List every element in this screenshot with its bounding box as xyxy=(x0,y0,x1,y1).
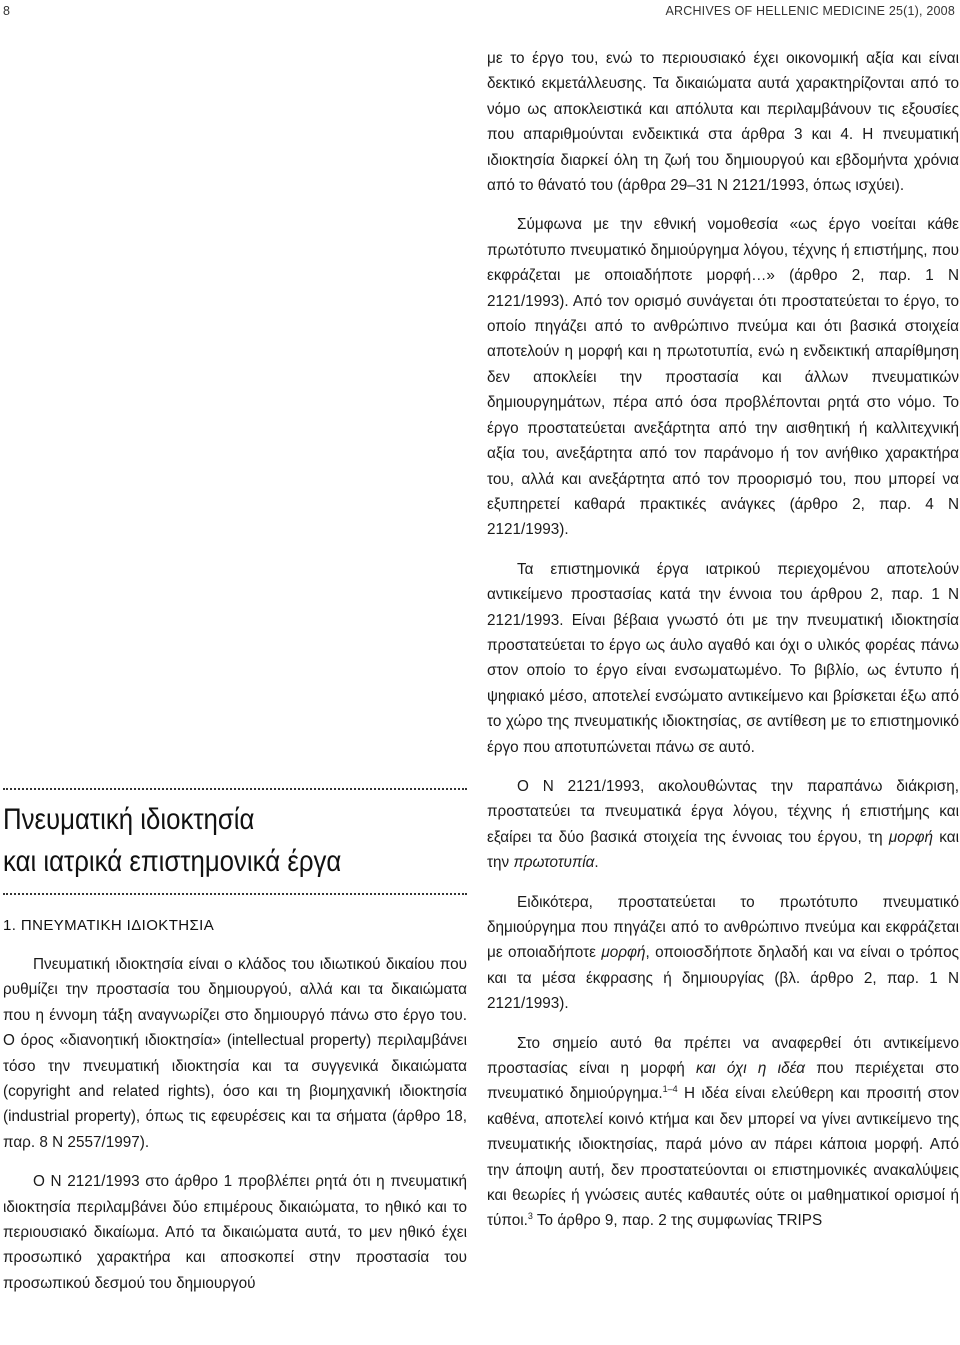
p4-text-c: . xyxy=(594,854,599,872)
section-heading: 1. ΠΝΕΥΜΑΤΙΚΗ ΙΔΙΟΚΤΗΣΙΑ xyxy=(3,917,215,934)
article-title xyxy=(3,799,466,883)
p5-text-b: , οποιοσδήποτε δηλαδή και να είναι ο τρόπος και τα μέσα έκφρασης ή δημιουργίας (βλ. άρθρο 2, παρ. 1 Ν 2121/1993). xyxy=(487,944,959,1013)
citation-3: 3 xyxy=(527,1211,533,1222)
p6-text-a: Στο σημείο αυτό θα πρέπει να αναφερθεί ότι αντικείμενο προστασίας είναι η μορφή xyxy=(487,1034,959,1078)
left-paragraph-2: Ο Ν 2121/1993 στο άρθρο 1 προβλέπει ρητά ότι η πνευματική ιδιοκτησία περιλαμβάνει δύο επιμέρους δικαιώματα, το ηθικό και το περιουσιακό δικαίωμα. Από τα δικαιώματα αυτά, το μεν ηθικό έχει προσωπικό χαρακτήρα και αποσκοπεί στην προστασία του προσωπικού δεσμού του δημιουργού xyxy=(3,1173,467,1292)
right-column xyxy=(487,46,959,1248)
citation-1-4: 1–4 xyxy=(662,1084,678,1095)
left-column xyxy=(3,788,467,1310)
page-number: 8 xyxy=(3,4,10,18)
article-title-box xyxy=(3,788,467,895)
right-paragraph-3: Τα επιστημονικά έργα ιατρικού περιεχομένου αποτελούν αντικείμενο προστασίας κατά την έννοια του άρθρου 2, παρ. 1 Ν 2121/1993. Είναι βέβαια γνωστό ότι με την πνευματική ιδιοκτησία προστατεύεται το έργο ως άυλο αγαθό και όχι ο υλικός φορέας πάνω στον οποίο το έργο είναι ενσωματωμένο. Το βιβλίο, ως έντυπο ή ψηφιακό μέσο, αποτελεί ενσώματο αντικείμενο και βρίσκεται έξω από το χώρο της πνευματικής ιδιοκτησίας, σε αντίθεση με το επιστημονικό έργο που αποτυπώνεται πάνω σε αυτό. xyxy=(487,560,959,756)
p4-text-b: και την xyxy=(487,828,959,872)
right-paragraph-2: Σύμφωνα με την εθνική νομοθεσία «ως έργο νοείται κάθε πρωτότυπο πνευματικό δημιούργημα λόγου, τέχνης ή επιστήμης, που εκφράζεται με οποιαδήποτε μορφή…» (άρθρο 2, παρ. 1 Ν 2121/1993). Από τον ορισμό συνάγεται ότι προστατεύεται το έργο, το οποίο πηγάζει από το ανθρώπινο πνεύμα και ότι βασικά στοιχεία αποτελούν η μορφή και η πρωτοτυπία, ενώ η ενδεικτική απαρίθμηση δεν αποκλείει την προστασία και άλλων πνευματικών δημιουργημάτων, πέρα από όσα προβλέπονται ρητά στο νόμο. Το έργο προστατεύεται ανεξάρτητα από την αισθητική ή καλλιτεχνική αξία του, ανεξάρτητα από τον παράνομο ή τον ανήθικο χαρακτήρα του, αλλά και ανεξάρτητα από τον προορισμό του, που μπορεί να εξυπηρετεί καθαρά πρακτικές ανάγκες (άρθρο 2, παρ. 4 Ν 2121/1993). xyxy=(487,216,959,539)
p4-text-a: Ο Ν 2121/1993, ακολουθώντας την παραπάνω διάκριση, προστατεύει τα πνευματικά έργα λόγου, τέχνης ή επιστήμης και εξαίρει τα δύο βασικά στοιχεία της έννοιας του έργου, τη xyxy=(487,777,959,846)
p6-emphasis-idea: και όχι η ιδέα xyxy=(696,1060,806,1078)
right-paragraph-5 xyxy=(487,890,959,1017)
p6-text-c: Η ιδέα είναι ελεύθερη και προσιτή στον καθένα, αποτελεί κοινό κτήμα και δεν μπορεί να γίνει αντικείμενο της πνευματικής ιδιοκτησίας, παρά μόνο αν πάρει κάποια μορφή. Από την άποψη αυτή, δεν προστατεύονται οι επιστημονικές ανακαλύψεις και θεωρίες ή γνώσεις αυτές καθαυτές ούτε οι μαθηματικοί ορισμοί ή τύποι. xyxy=(487,1085,960,1230)
p6-text-d: Το άρθρο 9, παρ. 2 της συμφωνίας TRIPS xyxy=(532,1212,823,1230)
title-line-1: Πνευματική ιδιοκτησία xyxy=(3,803,255,836)
left-paragraph-1: Πνευματική ιδιοκτησία είναι ο κλάδος του ιδιωτικού δικαίου που ρυθμίζει την προστασία του δημιουργού, αλλά και τα δικαιώματα που η έννομη τάξη αναγνωρίζει στο δημιουργό πάνω στο έργο του. Ο όρος «διανοητική ιδιοκτησία» (intellectual property) περιλαμβάνει τόσο την πνευματική ιδιοκτησία και τα συγγενικά δικαιώματα (copyright and related rights), όσο και τη βιομηχανική ιδιοκτησία (industrial property), όπως τις εφευρέσεις και τα σήματα (άρθρο 18, παρ. 8 Ν 2557/1997). xyxy=(3,956,467,1151)
p5-text-a: Ειδικότερα, προστατεύεται το πρωτότυπο πνευματικό δημιούργημα που πηγάζει από το ανθρώπινο πνεύμα και εκφράζεται με οποιαδήποτε xyxy=(487,893,959,962)
page-header xyxy=(3,4,955,26)
title-line-2: και ιατρικά επιστημονικά έργα xyxy=(3,845,342,878)
right-paragraph-6 xyxy=(487,1031,959,1234)
p4-emphasis-originality: πρωτοτυπία xyxy=(513,854,595,872)
p4-emphasis-form: μορφή xyxy=(888,828,934,846)
journal-title: ARCHIVES OF HELLENIC MEDICINE 25(1), 2008 xyxy=(665,4,955,18)
right-paragraph-4 xyxy=(487,774,959,876)
right-paragraph-1: με το έργο του, ενώ το περιουσιακό έχει οικονομική αξία και είναι δεκτικό εκμετάλλευσης. Τα δικαιώματα αυτά χαρακτηρίζονται από το νόμο ως αποκλειστικά και απόλυτα και περιλαμβάνουν τις εξουσίες που απαριθμούνται ενδεικτικά στα άρθρα 3 και 4. Η πνευματική ιδιοκτησία διαρκεί όλη τη ζωή του δημιουργού και εβδομήντα χρόνια από το θάνατό του (άρθρα 29–31 Ν 2121/1993, όπως ισχύει). xyxy=(487,50,959,195)
p5-emphasis-form: μορφή xyxy=(601,944,646,962)
p6-text-b: που περιέχεται στο πνευματικό δημιούργημα. xyxy=(487,1060,959,1103)
